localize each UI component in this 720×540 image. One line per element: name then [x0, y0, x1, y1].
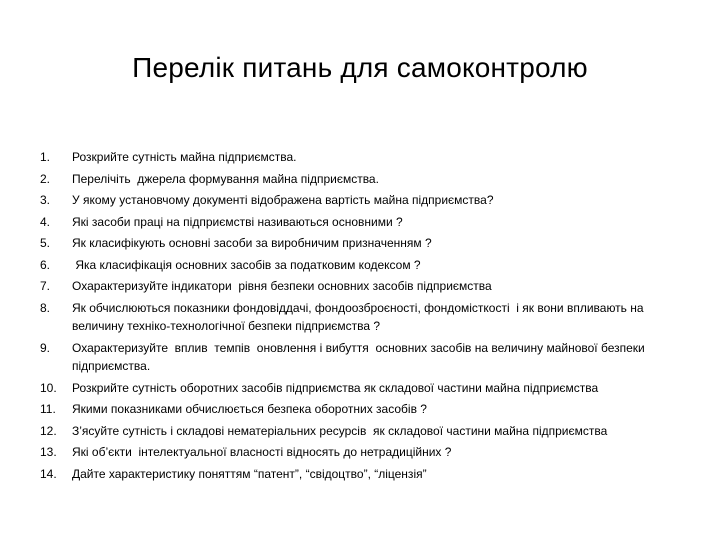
- list-item-text: З’ясуйте сутність і складові нематеріальних ресурсів як складової частини майна підприємства: [72, 423, 608, 438]
- list-item-text: Розкрийте сутність майна підприємства.: [72, 150, 297, 164]
- list-item: [40, 379, 690, 398]
- list-item-number: 4.: [40, 214, 51, 229]
- list-item-number: 12.: [40, 423, 57, 438]
- list-item: [40, 465, 690, 484]
- list-item-text: Розкрийте сутність оборотних засобів підприємства як складової частини майна підприємства: [72, 380, 599, 395]
- list-item: [40, 148, 690, 167]
- list-item: [40, 213, 690, 232]
- list-item: [40, 299, 690, 336]
- list-item-number: 10.: [40, 380, 57, 395]
- list-item-text: Дайте характеристику поняттям “патент”, “свідоцтво”, “ліцензія”: [72, 466, 427, 481]
- question-list: [40, 148, 690, 486]
- list-item-number: 7.: [40, 279, 51, 293]
- list-item: [40, 422, 690, 441]
- list-item-text: Як обчислюються показники фондовіддачі, фондоозброєності, фондомісткості і як вони впливають на величину техніко-технологічної безпеки підприємства ?: [72, 300, 647, 333]
- list-item: [40, 339, 690, 376]
- list-item-text: Яка класифікація основних засобів за податковим кодексом ?: [72, 257, 421, 272]
- list-item-number: 13.: [40, 445, 57, 459]
- list-item: [40, 400, 690, 419]
- list-item: [40, 256, 690, 275]
- list-item-text: Якими показниками обчислюється безпека оборотних засобів ?: [72, 402, 427, 416]
- list-item: [40, 170, 690, 189]
- list-item-number: 11.: [40, 402, 56, 416]
- list-item-text: Які об’єкти інтелектуальної власності відносять до нетрадиційних ?: [72, 445, 452, 459]
- list-item-text: Перелічіть джерела формування майна підприємства.: [72, 171, 379, 186]
- list-item: [40, 443, 690, 462]
- list-item-number: 14.: [40, 466, 57, 481]
- list-item-number: 5.: [40, 236, 51, 250]
- list-item-text: У якому установчому документі відображена вартість майна підприємства?: [72, 193, 494, 207]
- list-item: [40, 234, 690, 253]
- list-item-text: Охарактеризуйте вплив темпів оновлення і вибуття основних засобів на величину майнової безпеки підприємства.: [72, 340, 652, 373]
- list-item-number: 9.: [40, 340, 51, 355]
- list-item-text: Як класифікують основні засоби за виробничим призначенням ?: [72, 236, 432, 250]
- list-item-number: 8.: [40, 300, 51, 315]
- list-item: [40, 277, 690, 296]
- slide-title: Перелік питань для самоконтролю: [132, 52, 588, 83]
- list-item-number: 3.: [40, 193, 51, 207]
- list-item: [40, 191, 690, 210]
- list-item-number: 2.: [40, 171, 51, 186]
- list-item-number: 1.: [40, 150, 51, 164]
- list-item-number: 6.: [40, 257, 51, 272]
- list-item-text: Охарактеризуйте індикатори рівня безпеки основних засобів підприємства: [72, 279, 492, 293]
- list-item-text: Які засоби праці на підприємстві називаються основними ?: [72, 214, 403, 229]
